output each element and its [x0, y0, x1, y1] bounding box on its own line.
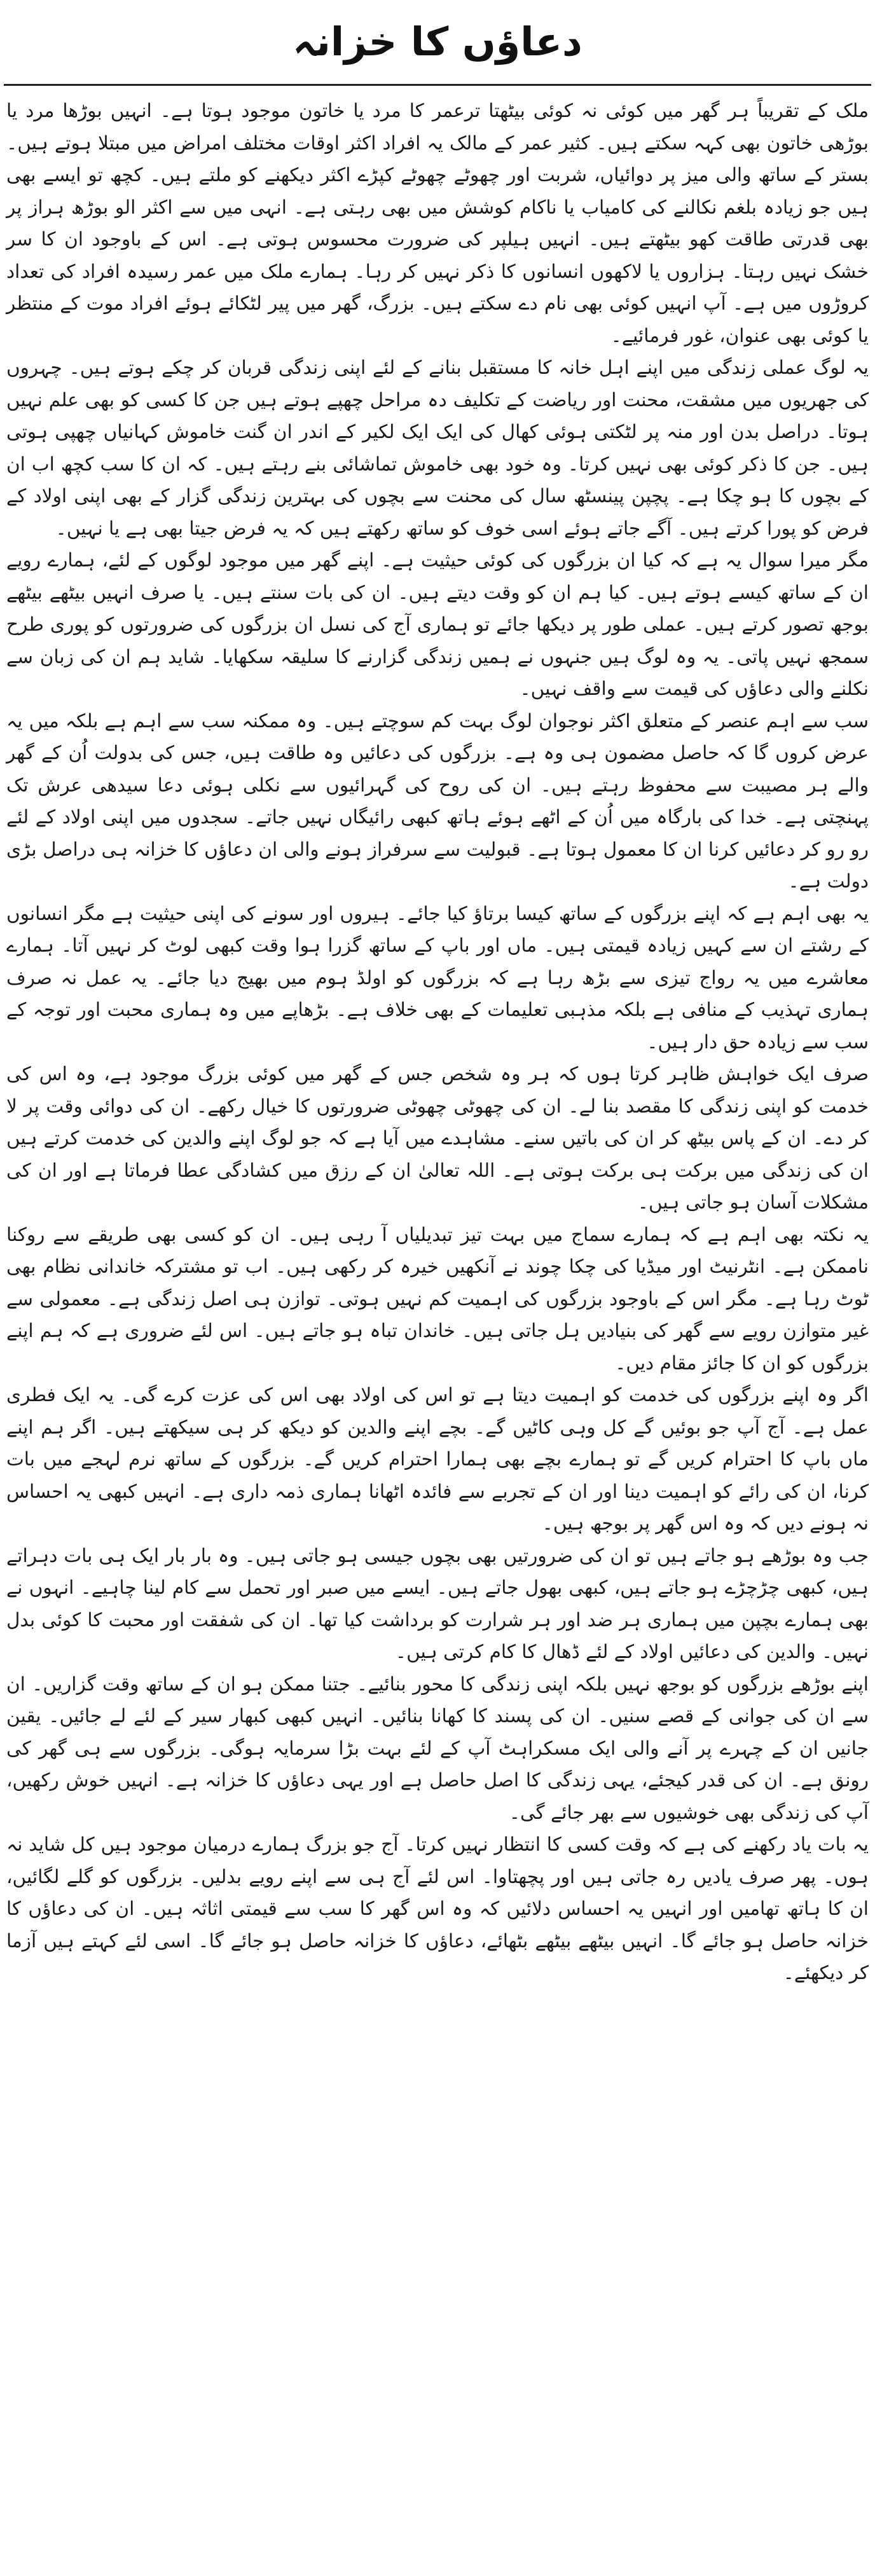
- paragraph: صرف ایک خواہش ظاہر کرتا ہوں کہ ہر وہ شخص جس کے گھر میں کوئی بزرگ موجود ہے، وہ اس کی خدمت کو اپنی زندگی کا مقصد بنا لے۔ ان کی چھوٹی چھوٹی ضرورتوں کا خیال رکھے۔ ان کی دوائی وقت پر لا کر دے۔ ان کے پاس بیٹھ کر ان کی باتیں سنے۔ مشاہدے میں آیا ہے کہ جو لوگ اپنے والدین کی خدمت کرتے ہیں ان کی زندگی میں برکت ہی برکت ہوتی ہے۔ اللہ تعالیٰ ان کے رزق میں کشادگی عطا فرماتا ہے اور ان کی مشکلات آسان ہو جاتی ہیں۔: [6, 1063, 869, 1213]
- paragraph: مگر میرا سوال یہ ہے کہ کیا ان بزرگوں کی کوئی حیثیت ہے۔ اپنے گھر میں موجود لوگوں کے لئے، ہمارے رویے ان کے ساتھ کیسے ہوتے ہیں۔ کیا ہم ان کو وقت دیتے ہیں۔ ان کی بات سنتے ہیں۔ یا صرف انہیں بیٹھے بیٹھے بوجھ تصور کرتے ہیں۔ عملی طور پر دیکھا جائے تو ہماری آج کی نسل ان بزرگوں کی ضرورتوں کو پوری طرح سمجھ نہیں پاتی۔ یہ وہ لوگ ہیں جنہوں نے ہمیں زندگی گزارنے کا سلیقہ سکھایا۔ شاید ہم ان کی زبان سے نکلنے والی دعاؤں کی قیمت سے واقف نہیں۔: [6, 549, 869, 699]
- article-body: [4, 92, 871, 1989]
- paragraph: یہ لوگ عملی زندگی میں اپنے اہل خانہ کا مستقبل بنانے کے لئے اپنی زندگی قربان کر چکے ہوتے ہیں۔ چہروں کی جھریوں میں مشقت، محنت اور ریاضت کے تکلیف دہ مراحل چھپے ہوتے ہیں جن کا کسی کو بھی علم نہیں ہوتا۔ دراصل بدن اور منہ پر لٹکتی ہوئی کھال کی ایک ایک لکیر کے اندر ان گنت خاموش کہانیاں چھپی ہوتی ہیں۔ جن کا ذکر کوئی بھی نہیں کرتا۔ وہ خود بھی خاموش تماشائی بنے رہتے ہیں۔ کہ ان کا سب کچھ اب ان کے بچوں کا ہو چکا ہے۔ پچپن پینسٹھ سال کی محنت سے بچوں کی بہترین زندگی گزار کے بھی اپنی اولاد کے فرض کو پورا کرتے ہیں۔ آگے جاتے ہوئے اسی خوف کو ساتھ رکھتے ہیں کہ یہ فرض جیتا بھی ہے یا نہیں۔: [6, 357, 869, 539]
- paragraph: ملک کے تقریباً ہر گھر میں کوئی نہ کوئی بیٹھتا ترعمر کا مرد یا خاتون موجود ہوتا ہے۔ انہیں بوڑھا مرد یا بوڑھی خاتون بھی کہہ سکتے ہیں۔ کثیر عمر کے مالک یہ افراد اکثر اوقات مختلف امراض میں مبتلا ہوتے ہیں۔ بستر کے ساتھ والی میز پر دوائیاں، شربت اور چھوٹے چھوٹے کپڑے اکثر دیکھنے کو ملتے ہیں۔ کچھ تو ایسے بھی ہیں جو زیادہ بلغم نکالنے کی کامیاب یا ناکام کوشش میں بھی رہتی ہے۔ انہی میں سے اکثر الو بوڑھ ہراز پر بھی قدرتی طاقت کھو بیٹھتے ہیں۔ انہیں ہیلپر کی ضرورت محسوس ہوتی ہے۔ اس کے باوجود ان کا سر خشک نہیں رہتا۔ ہزاروں یا لاکھوں انسانوں کا ذکر نہیں کر رہا۔ ہمارے ملک میں عمر رسیدہ افراد کی تعداد کروڑوں میں ہے۔ آپ انہیں کوئی بھی نام دے سکتے ہیں۔ بزرگ، گھر میں پیر لٹکائے ہوئے افراد موت کے منتظر یا کوئی بھی عنوان، غور فرمائیے۔: [6, 100, 869, 346]
- paragraph: یہ بھی اہم ہے کہ اپنے بزرگوں کے ساتھ کیسا برتاؤ کیا جائے۔ ہیروں اور سونے کی اپنی حیثیت ہے مگر انسانوں کے رشتے ان سے کہیں زیادہ قیمتی ہیں۔ ماں اور باپ کے ساتھ گزرا ہوا وقت کبھی لوٹ کر نہیں آتا۔ ہمارے معاشرے میں یہ رواج تیزی سے بڑھ رہا ہے کہ بزرگوں کو اولڈ ہوم میں بھیج دیا جائے۔ یہ عمل نہ صرف ہماری تہذیب کے منافی ہے بلکہ مذہبی تعلیمات کے بھی خلاف ہے۔ بڑھاپے میں وہ ہماری محبت اور توجہ کے سب سے زیادہ حق دار ہیں۔: [6, 902, 869, 1053]
- title-banner: [4, 0, 871, 86]
- paragraph: اگر وہ اپنے بزرگوں کی خدمت کو اہمیت دیتا ہے تو اس کی اولاد بھی اس کی عزت کرے گی۔ یہ ایک فطری عمل ہے۔ آج آپ جو بوئیں گے کل وہی کاٹیں گے۔ بچے اپنے والدین کو دیکھ کر ہی سیکھتے ہیں۔ اگر ہم اپنے ماں باپ کا احترام کریں گے تو ہمارے بچے بھی ہمارا احترام کریں گے۔ بزرگوں کے ساتھ نرم لہجے میں بات کرنا، ان کی رائے کو اہمیت دینا اور ان کے تجربے سے فائدہ اٹھانا ہماری ذمہ داری ہے۔ انہیں کبھی یہ احساس نہ ہونے دیں کہ وہ اس گھر پر بوجھ ہیں۔: [6, 1384, 869, 1534]
- paragraph: جب وہ بوڑھے ہو جاتے ہیں تو ان کی ضرورتیں بھی بچوں جیسی ہو جاتی ہیں۔ وہ بار بار ایک ہی بات دہراتے ہیں، کبھی چڑچڑے ہو جاتے ہیں، کبھی بھول جاتے ہیں۔ ایسے میں صبر اور تحمل سے کام لینا چاہیے۔ انہوں نے بھی ہمارے بچپن میں ہماری ہر ضد اور ہر شرارت کو برداشت کیا تھا۔ ان کی شفقت اور محبت کا کوئی بدل نہیں۔ والدین کی دعائیں اولاد کے لئے ڈھال کا کام کرتی ہیں۔: [6, 1544, 869, 1662]
- article-title: دعاؤں کا خزانہ: [293, 18, 582, 65]
- paragraph: یہ نکتہ بھی اہم ہے کہ ہمارے سماج میں بہت تیز تبدیلیاں آ رہی ہیں۔ ان کو کسی بھی طریقے سے روکنا ناممکن ہے۔ انٹرنیٹ اور میڈیا کی چکا چوند نے آنکھیں خیرہ کر رکھی ہیں۔ اب تو مشترکہ خاندانی نظام بھی ٹوٹ رہا ہے۔ مگر اس کے باوجود بزرگوں کی اہمیت کم نہیں ہوتی۔ توازن ہی اصل زندگی ہے۔ معمولی سے غیر متوازن رویے سے گھر کی بنیادیں ہل جاتی ہیں۔ خاندان تباہ ہو جاتے ہیں۔ اس لئے ضروری ہے کہ ہم اپنے بزرگوں کو ان کا جائز مقام دیں۔: [6, 1223, 869, 1374]
- paragraph: یہ بات یاد رکھنے کی ہے کہ وقت کسی کا انتظار نہیں کرتا۔ آج جو بزرگ ہمارے درمیان موجود ہیں کل شاید نہ ہوں۔ پھر صرف یادیں رہ جاتی ہیں اور پچھتاوا۔ اس لئے آج ہی سے اپنے رویے بدلیں۔ بزرگوں کو گلے لگائیں، ان کا ہاتھ تھامیں اور انہیں یہ احساس دلائیں کہ وہ اس گھر کا سب سے قیمتی اثاثہ ہیں۔ ان کی دعاؤں کا خزانہ حاصل ہو جائے گا۔ انہیں بیٹھے بیٹھے بٹھائے، دعاؤں کا خزانہ حاصل ہو جائے گا۔ اسی لئے کہتے ہیں آزما کر دیکھئے۔: [6, 1833, 869, 1983]
- paragraph: سب سے اہم عنصر کے متعلق اکثر نوجوان لوگ بہت کم سوچتے ہیں۔ وہ ممکنہ سب سے اہم ہے بلکہ میں یہ عرض کروں گا کہ حاصل مضمون ہی وہ ہے۔ بزرگوں کی دعائیں وہ طاقت ہیں، جس کی بدولت اُن کے گھر والے ہر مصیبت سے محفوظ رہتے ہیں۔ ان کی روح کی گہرائیوں سے نکلی ہوئی دعا سیدھی عرش تک پہنچتی ہے۔ خدا کی بارگاہ میں اُن کے اٹھے ہوئے ہاتھ کبھی رائیگاں نہیں جاتے۔ سجدوں میں اپنی اولاد کے لئے رو رو کر دعائیں کرنا ان کا معمول ہوتا ہے۔ قبولیت سے سرفراز ہونے والی ان دعاؤں کا خزانہ ہی دراصل بڑی دولت ہے۔: [6, 709, 869, 892]
- paragraph: اپنے بوڑھے بزرگوں کو بوجھ نہیں بلکہ اپنی زندگی کا محور بنائیے۔ جتنا ممکن ہو ان کے ساتھ وقت گزاریں۔ ان سے ان کی جوانی کے قصے سنیں۔ ان کی پسند کا کھانا بنائیں۔ انہیں کبھی کبھار سیر کے لئے لے جائیں۔ یقین جانیں ان کے چہرے پر آنے والی ایک مسکراہٹ آپ کے لئے بہت بڑا سرمایہ ہوگی۔ بزرگوں سے ہی گھر کی رونق ہے۔ ان کی قدر کیجئے، یہی زندگی کا اصل حاصل ہے اور یہی دعاؤں کا خزانہ ہے۔ انہیں خوش رکھیں، آپ کی زندگی بھی خوشیوں سے بھر جائے گی۔: [6, 1673, 869, 1823]
